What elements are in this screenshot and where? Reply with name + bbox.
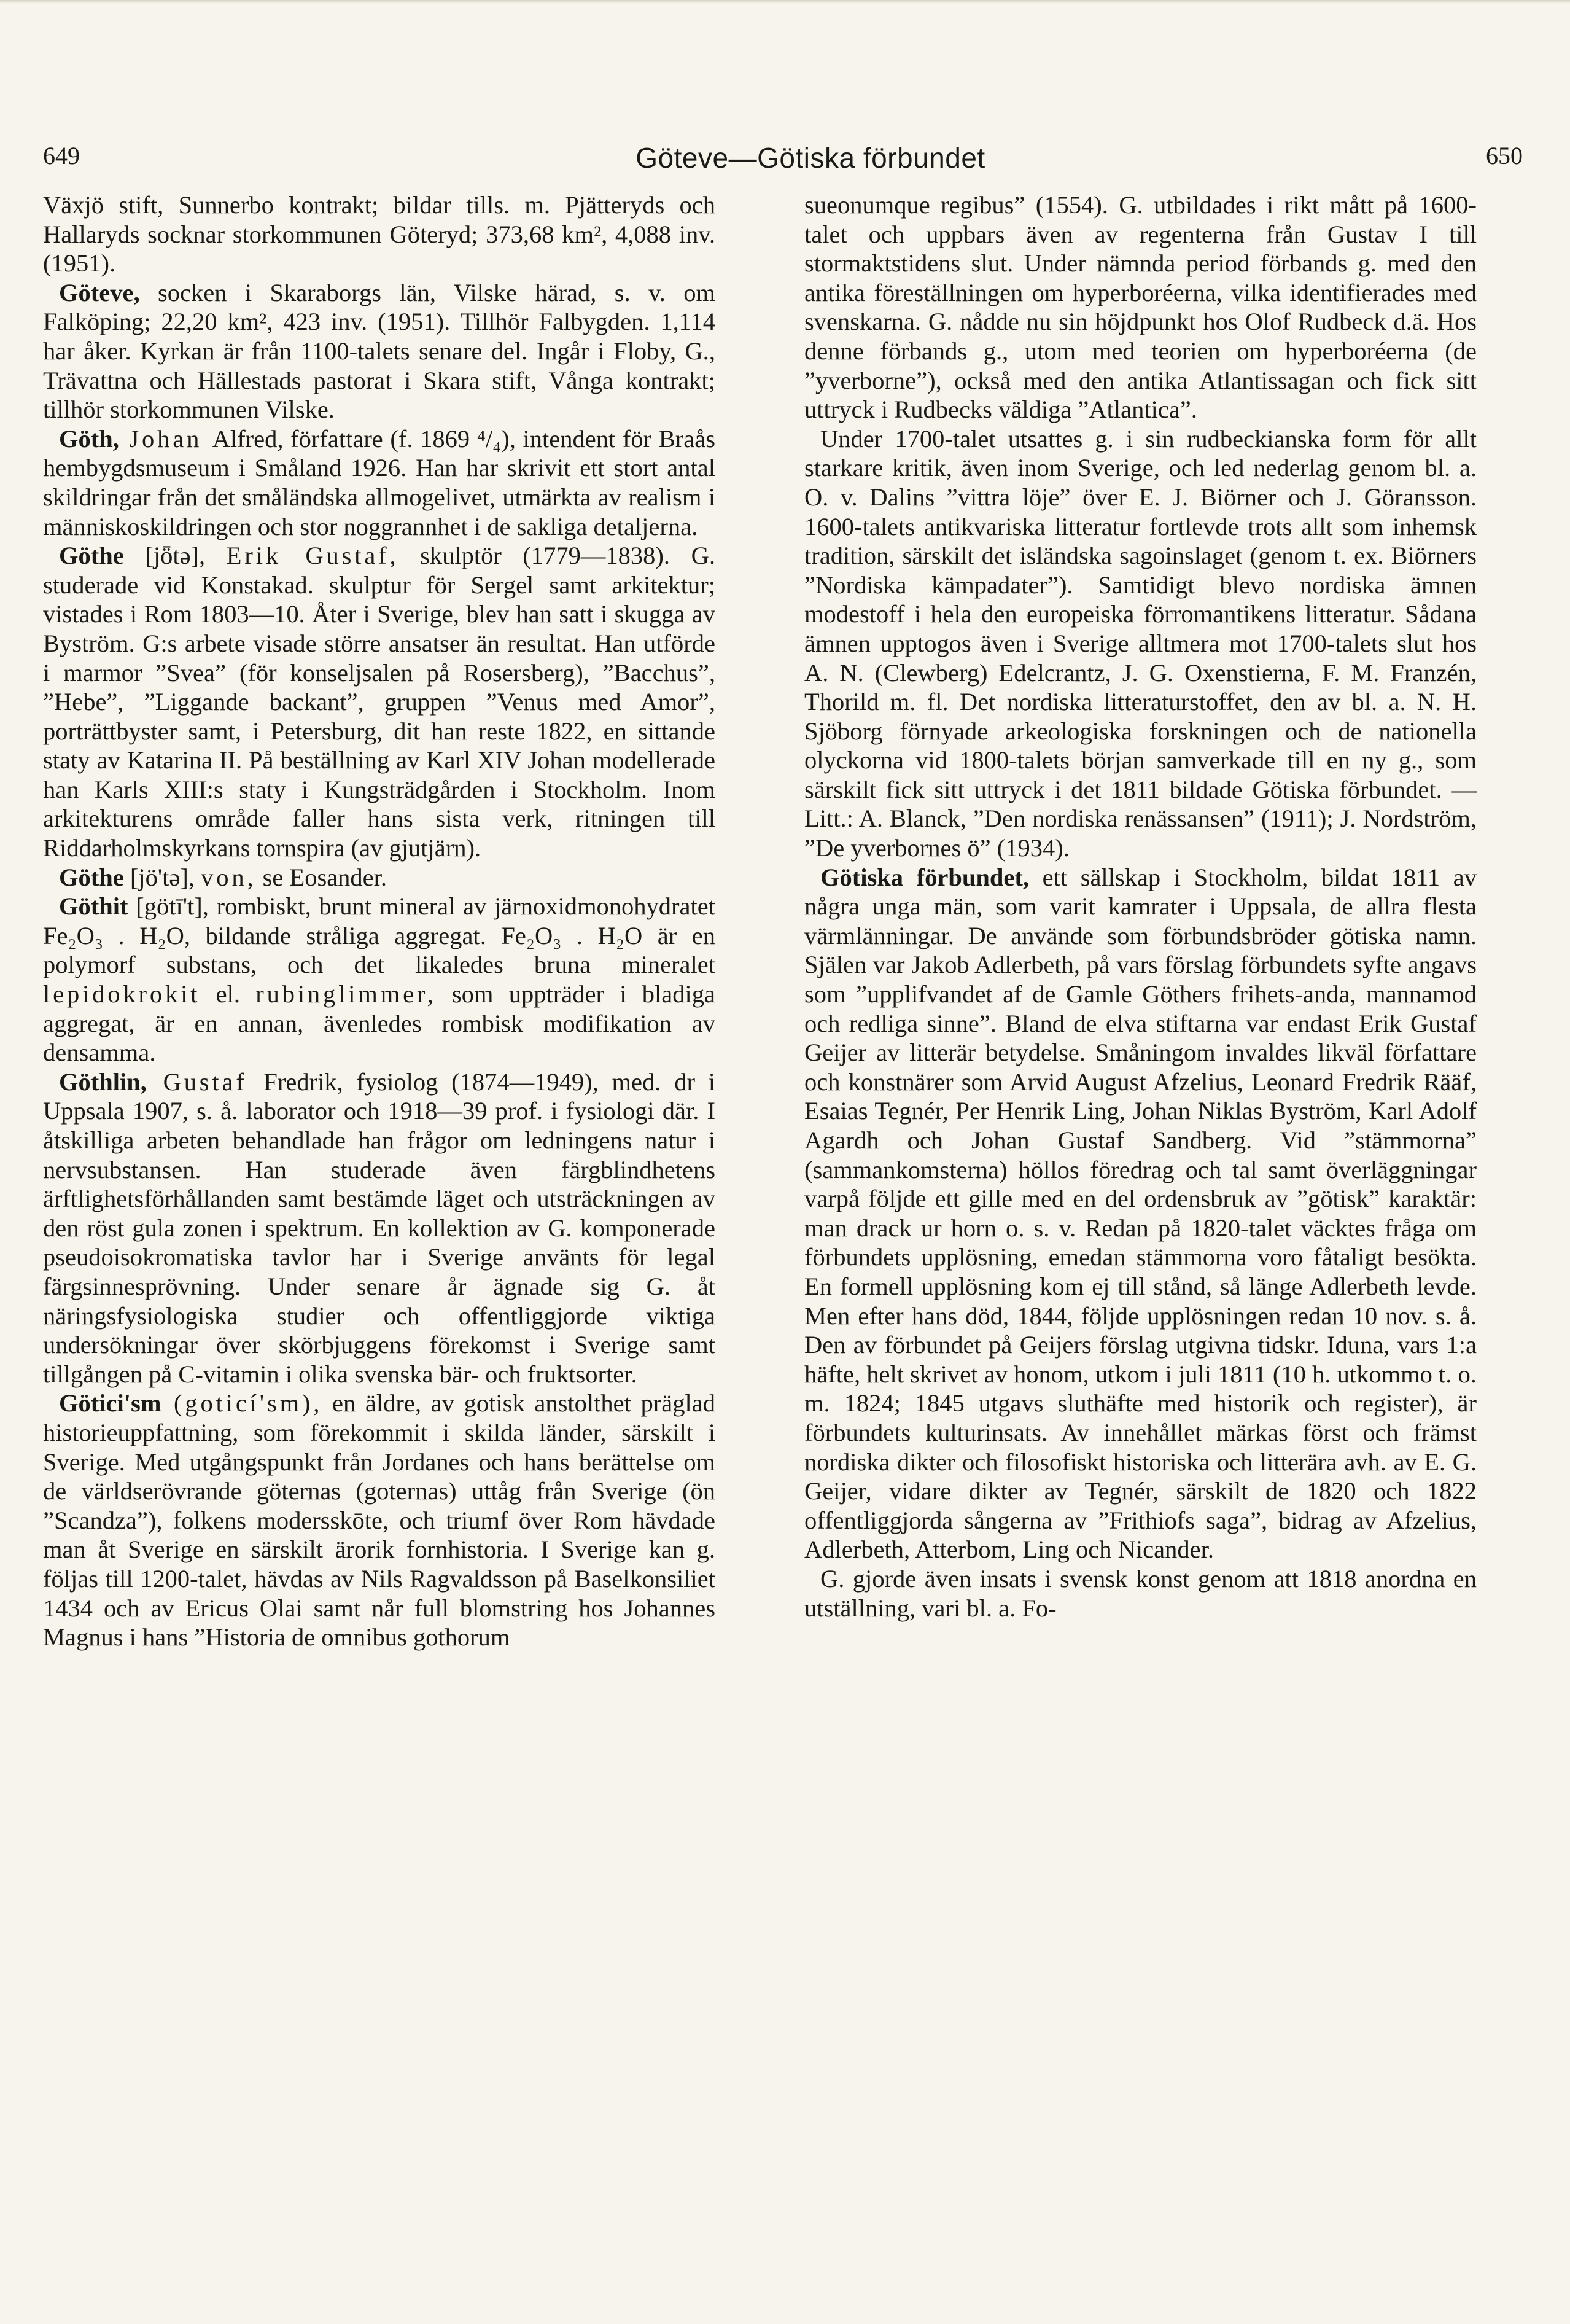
- spaced-name: Gustaf: [146, 1067, 264, 1096]
- running-header: [43, 141, 1570, 184]
- pronunciation: (goticí'sm),: [161, 1389, 323, 1417]
- entry-gothlin: [43, 1067, 715, 1389]
- spaced-term: rubinglimmer,: [255, 980, 437, 1008]
- entry-paragraph: Under 1700-talet utsattes g. i sin rudbeckianska form för allt starkare kritik, även inom Sverige, och led nederlag genom bl. a. O. v. Dalins ”vittra löje” över E. J. Biörner och J. Göransson. 1600-talets antikvariska litteratur fortlevde trots allt som inhemsk tradition, särskilt det isländska sagoinslaget (genom t. ex. Biörners ”Nordiska kämpadater”). Samtidigt blevo nordiska ämnen modestoff i hela den europeiska förromantikens litteratur. Sådana ämnen upptogos även i Sverige alltmera mot 1700-talets slut hos A. N. (Clewberg) Edelcrantz, J. G. Oxenstierna, F. M. Franzén, Thorild m. fl. Det nordiska litteraturstoffet, den av bl. a. N. H. Sjöborg förnyade arkeologiska forskningen och de nationella olyckorna vid 1800-talets början samverkade till en ny g., som särskilt fick sitt uttryck i det 1811 bildade Götiska förbundet. — Litt.: A. Blanck, ”Den nordiska renässansen” (1911); J. Nordström, ”De yverbornes ö” (1934).: [804, 424, 1477, 862]
- headword: Göthe: [59, 542, 124, 570]
- entry-gothe-erik: [43, 541, 715, 863]
- entry-goth: [43, 424, 715, 541]
- entry-gotiska-forbundet: [804, 863, 1477, 1564]
- entry-continuation: Växjö stift, Sunnerbo kontrakt; bildar tills. m. Pjätteryds och Hallaryds socknar storkommunen Göteryd; 373,68 km², 4,088 inv. (1951).: [43, 191, 715, 278]
- headword: Götici'sm: [59, 1389, 161, 1417]
- entry-text: en äldre, av gotisk anstolthet präglad historieuppfattning, som förekommit i skilda länder, särskilt i Sverige. Med utgångspunkt från Jordanes och hans berättelse om de världserövrande göternas (goternas) uttåg från Sverige (ön ”Scandza”), folkens modersskōte, och triumf över Rom hävdade man åt Sverige en särskilt ärorik fornhistoria. I Sverige kan g. följas till 1200-talet, hävdas av Nils Ragvaldsson på Baselkonsiliet 1434 och av Ericus Olai samt når full blomstring hos Johannes Magnus i hans ”Historia de omnibus gothorum: [43, 1389, 715, 1651]
- entry-text: [götī't], rombiskt, brunt mineral av järnoxidmonohydratet Fe₂O₃ . H₂O, bildande stråliga aggregat. Fe₂O₃ . H₂O är en polymorf substans, och det likaledes bruna mineralet: [43, 892, 715, 979]
- entry-continuation: sueonumque regibus” (1554). G. utbildades i rikt mått på 1600-talet och uppbars även av regenterna från Gustav I till stormaktstidens slut. Under nämnda period förbands g. med den antika föreställningen om hyperboréerna, vilka identifierades med svenskarna. G. nådde nu sin höjdpunkt hos Olof Rudbeck d.ä. Hos denne förbands g., utom med teorien om hyperboréerna (de ”yverborne”), också med den antika Atlantissagan och fick sitt uttryck i Rudbecks väldiga ”Atlantica”.: [804, 191, 1477, 424]
- page-top-edge: [0, 0, 1570, 4]
- spaced-term: lepidokrokit: [43, 980, 201, 1008]
- headword: Göthit: [59, 892, 128, 921]
- entry-text: Fredrik, fysiolog (1874—1949), med. dr i Uppsala 1907, s. å. laborator och 1918—39 prof. i fysiologi där. I åtskilliga arbeten behandlade han frågor om ledningens natur i nervsubstansen. Han studerade även färgblindhetens ärftlighetsförhållanden samt bestämde läget och utsträckningen av den röst gula zonen i spektrum. En kollektion av G. komponerade pseudoisokromatiska tavlor har i Sverige använts för legal färgsinnesprövning. Under senare år ägnade sig G. åt näringsfysiologiska studier och offentliggjorde viktiga undersökningar över skörbjuggens förekomst i Sverige samt tillgången på C-vitamin i olika svenska bär- och fruktsorter.: [43, 1067, 716, 1388]
- spaced-name: Erik Gustaf,: [226, 542, 399, 570]
- headword: Göteve,: [59, 278, 140, 306]
- entry-paragraph: G. gjorde även insats i svensk konst genom att 1818 anordna en utställning, vari bl. a. Fo-: [804, 1564, 1477, 1622]
- headword: Göthe: [59, 863, 124, 891]
- entry-text: skulptör (1779—1838). G. studerade vid Konstakad. skulptur för Sergel samt arkitektur; vistades i Rom 1803—10. Åter i Sverige, blev han satt i skugga av Byström. G:s arbete visade större ansatser än resultat. Han utförde i marmor ”Svea” (för konseljsalen på Rosersberg), ”Bacchus”, ”Hebe”, ”Liggande backant”, gruppen ”Venus med Amor”, porträttbyster samt, i Petersburg, dit han reste 1822, en sittande staty av Katarina II. På beställning av Karl XIV Johan modellerade han Karls XIII:s staty i Kungsträdgården i Stockholm. Inom arkitekturens område faller hans sista verk, ritningen till Riddarholmskyrkans tornspira (av gjutjärn).: [43, 542, 715, 862]
- entry-text: ett sällskap i Stockholm, bildat 1811 av några unga män, som varit kamrater i Uppsala, de allra flesta värmlänningar. De använde som förbundsbröder götiska namn. Själen var Jakob Adlerbeth, på vars förslag förbundets syfte angavs som ”upplifvandet af de Gamle Göthers frihets-anda, mannamod och redliga sinne”. Bland de elva stiftarna var endast Erik Gustaf Geijer av litterär betydelse. Småningom invaldes likväl författare och konstnärer som Arvid August Afzelius, Leonard Fredrik Rääf, Esaias Tegnér, Per Henrik Ling, Johan Niklas Byström, Karl Adolf Agardh och Johan Gustaf Sandberg. Vid ”stämmorna” (sammankomsterna) höllos föredrag och tal samt överläggningar varpå följde ett gille med en del ordensbruk av ”götisk” karaktär: man drack ur horn o. s. v. Redan på 1820-talet väcktes fråga om förbundets upplösning, emedan stämmorna voro fåtaligt besökta. En formell upplösning kom ej till stånd, så länge Adlerbeth levde. Men efter hans död, 1844, följde upplösningen redan 10 nov. s. å. Den av förbundet på Geijers förslag utgivna tidskr. Iduna, vars 1:a häfte, helt skrivet av honom, utkom i juli 1811 (10 h. utkommo t. o. m. 1824; 1845 utgavs sluthäfte med historik och register), är förbundets kulturinsats. Av innehållet märkas först och främst nordiska dikter och filosofiskt historiska och litterära avh. av E. G. Geijer, vidare dikter av Tegnér, särskilt de 1820 och 1822 offentliggjorda sångerna av ”Frithiofs saga”, bidrag av Afzelius, Adlerbeth, Atterbom, Ling och Nicander.: [804, 863, 1477, 1564]
- spaced-name: Johan: [119, 424, 212, 453]
- entry-text: el.: [200, 980, 256, 1008]
- page-number-right: 650: [1486, 142, 1523, 170]
- spaced-name: von,: [201, 863, 257, 891]
- entry-text: som uppträder i bladiga aggregat, är en annan, ävenledes rombisk modifikation av densamma.: [43, 980, 715, 1067]
- running-title: Göteve—Götiska förbundet: [635, 142, 985, 174]
- pronunciation: [jö'tə],: [123, 863, 201, 891]
- entry-gothe-von: [43, 863, 715, 892]
- entry-goticism: [43, 1389, 715, 1651]
- pronunciation: [jȫtə],: [123, 542, 227, 570]
- entry-text: Alfred, författare (f. 1869 ⁴/₄), intendent för Braås hembygdsmuseum i Småland 1926. Han har skrivit ett stort antal skildringar från det småländska allmogelivet, utmärkta av realism i människoskildringen och stor noggrannhet i de sakliga detaljerna.: [43, 424, 715, 540]
- entry-text: se Eosander.: [256, 863, 387, 891]
- entry-goteve: [43, 278, 715, 424]
- page-number-left: 649: [43, 142, 80, 170]
- entry-text: socken i Skaraborgs län, Vilske härad, s. v. om Falköping; 22,20 km², 423 inv. (1951). Tillhör Falbygden. 1,114 har åker. Kyrkan är från 1100-talets senare del. Ingår i Floby, G., Trävattna och Hällestads pastorat i Skara stift, Vånga kontrakt; tillhör storkommunen Vilske.: [43, 278, 715, 424]
- right-column: [804, 190, 1477, 1623]
- headword: Göthlin,: [59, 1067, 147, 1096]
- headword: Göth,: [59, 424, 119, 453]
- entry-gothit: [43, 892, 715, 1067]
- left-column: [43, 190, 715, 1652]
- headword: Götiska förbundet,: [820, 863, 1030, 891]
